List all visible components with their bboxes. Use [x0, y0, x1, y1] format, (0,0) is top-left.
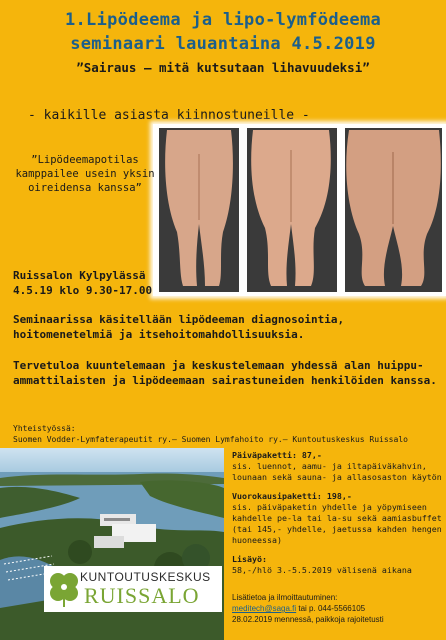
legs-photo-strip	[153, 124, 446, 296]
extra-night	[232, 554, 412, 576]
venue	[13, 268, 152, 298]
night-package-desc-1: sis. päiväpaketin yhdelle ja yöpymiseen	[232, 502, 427, 512]
title-line-2: seminaari lauantaina 4.5.2019	[70, 34, 376, 54]
clover-logo-icon	[48, 570, 80, 608]
cooperation-names: Suomen Vodder-Lymfaterapeutit ry.– Suomen Lymfahoito ry.– Kuntoutuskeskus Ruissalo	[13, 435, 408, 444]
day-package-desc-1: sis. luennot, aamu- ja iltapäiväkahvin,	[232, 461, 427, 471]
legs-photo	[153, 124, 446, 296]
day-package-desc-2: lounaan sekä sauna- ja allasosaston käytön	[232, 472, 442, 482]
contact-deadline: 28.02.2019 mennessä, paikkoja rajoitetusti	[232, 615, 384, 624]
quote-line-3: oireidensa kanssa”	[28, 182, 142, 194]
contact-label: Lisätietoa ja ilmoittautuminen:	[232, 593, 338, 602]
quote	[10, 153, 160, 195]
night-package-title: Vuorokausipaketti: 198,-	[232, 491, 352, 501]
contact	[232, 592, 384, 625]
day-package-title: Päiväpaketti: 87,-	[232, 450, 322, 460]
contact-line	[232, 603, 384, 614]
paragraph-welcome: Tervetuloa kuuntelemaan ja keskustelemaan yhdessä alan huippu-ammattilaisten ja lipödeemaan sairastuneiden henkilöiden kanssa.	[13, 359, 437, 387]
quote-line-1: ”Lipödeemapotilas	[31, 154, 139, 166]
paragraph-topics: Seminaarissa käsitellään lipödeeman diagnosointia, hoitomenetelmiä ja itsehoitomahdollisuuksia.	[13, 313, 345, 341]
subtitle: ”Sairaus – mitä kutsutaan lihavuudeksi”	[76, 60, 370, 75]
venue-place: Ruissalon Kylpylässä	[13, 269, 146, 282]
extra-night-desc: 58,-/hlö 3.-5.5.2019 välisenä aikana	[232, 565, 412, 575]
contact-phone: tai p. 044-5566105	[296, 604, 366, 613]
venue-datetime: 4.5.19 klo 9.30-17.00	[13, 284, 153, 297]
contact-email-link[interactable]: meditech@saga.fi	[232, 604, 297, 613]
cooperation-label: Yhteistyössä:	[13, 424, 76, 433]
night-package-desc-2: kahdelle pe-la tai la-su sekä aamiasbuffet	[232, 513, 442, 523]
night-package-desc-3: (tai 145,- yhdelle, jaetussa kahden hengen	[232, 524, 442, 534]
logo-text-top: KUNTOUTUSKESKUS	[80, 570, 211, 584]
day-package	[232, 450, 442, 483]
night-package	[232, 491, 442, 546]
extra-night-title: Lisäyö:	[232, 554, 267, 564]
audience-line: - kaikille asiasta kiinnostuneille -	[28, 108, 310, 123]
night-package-desc-4: huoneessa)	[232, 535, 282, 545]
logo-text-bottom: RUISSALO	[84, 583, 200, 608]
quote-line-2: kamppailee usein yksin	[15, 168, 155, 180]
title-line-1: 1.Lipödeema ja lipo-lymfödeema	[64, 10, 382, 30]
